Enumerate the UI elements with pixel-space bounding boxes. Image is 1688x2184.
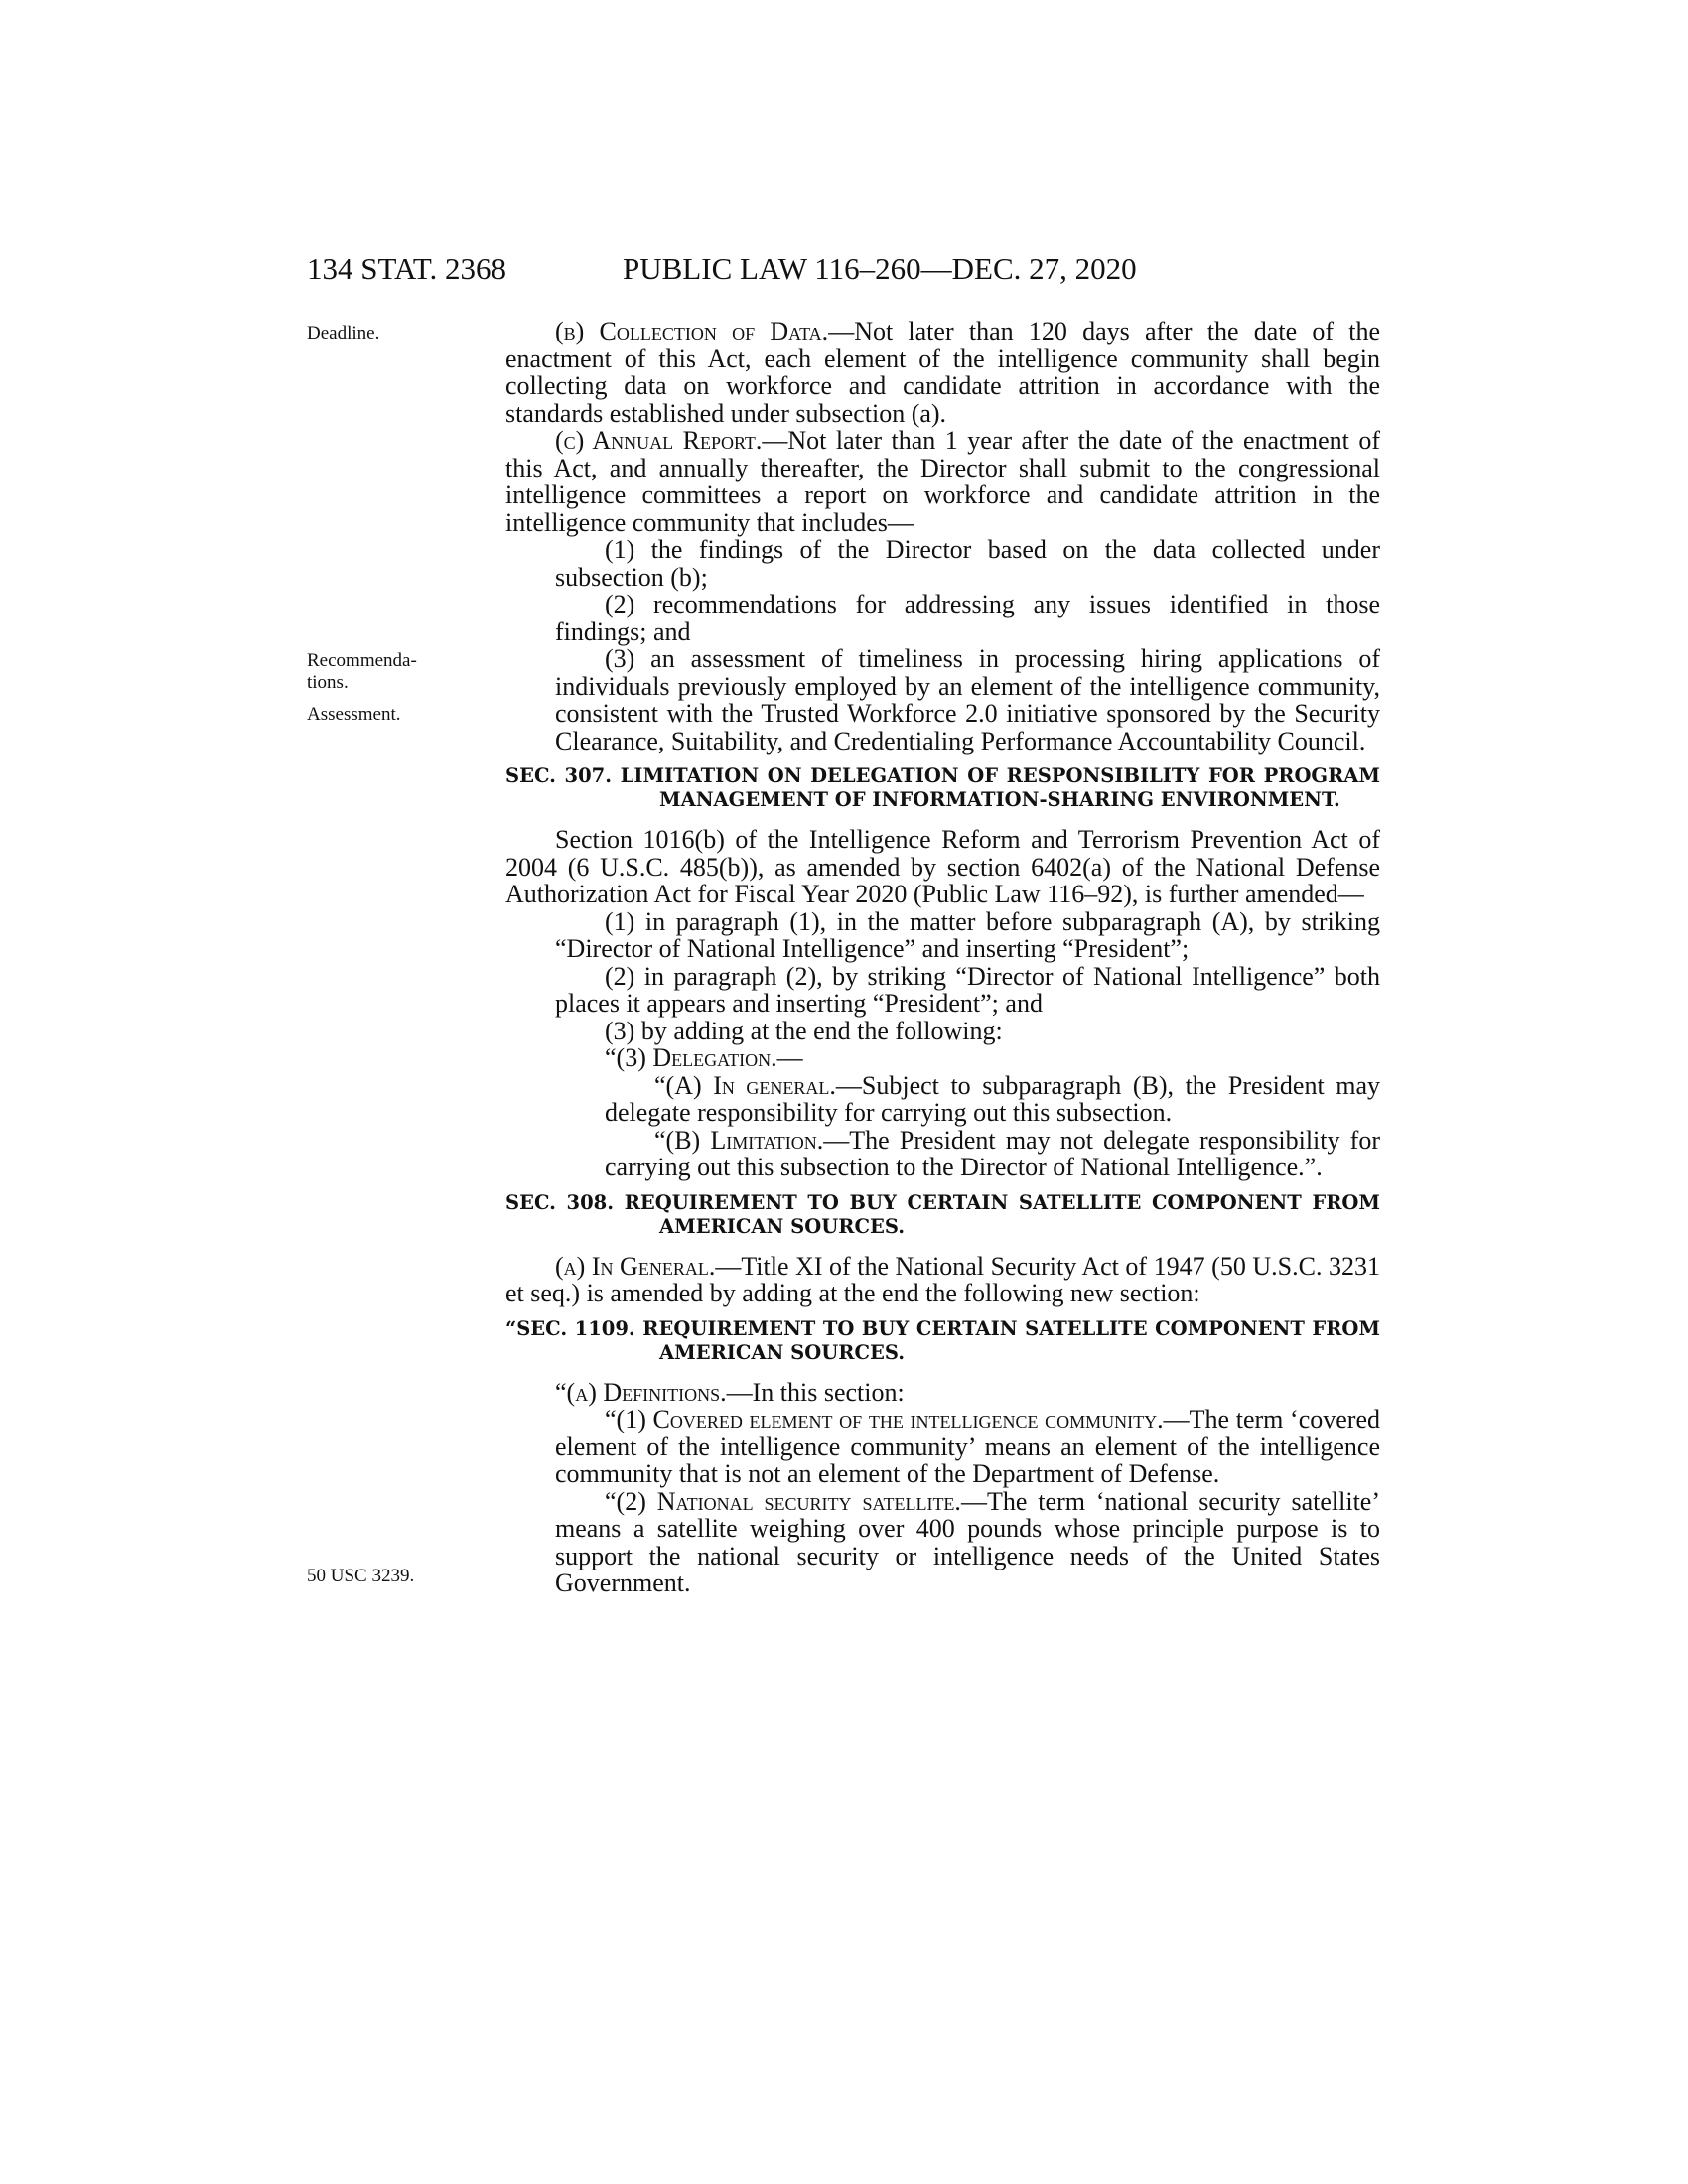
subparagraph-b	[505, 1127, 1380, 1181]
definition-satellite-heading: “(2) National security satellite.	[605, 1486, 961, 1516]
section-308-a	[505, 1253, 1380, 1307]
subsection-b-text: —Not later than 120 days after the date of the enactment of this Act, each element of the intelligence community shall begin collecting data on workforce and candidate attrition in accordance with the standards established under subsection (a).	[505, 317, 1381, 428]
subparagraph-a	[505, 1072, 1380, 1127]
subsection-c-heading: (c) Annual Report.	[555, 426, 763, 455]
subsection-c	[505, 427, 1380, 536]
subsection-b-heading: (b) Collection of Data.	[555, 317, 829, 345]
section-308-a-text: —Title XI of the National Security Act of 1947 (50 U.S.C. 3231 et seq.) is amended by adding at the end the following new section:	[505, 1251, 1380, 1307]
section-1109-title: REQUIREMENT TO BUY CERTAIN SATELLITE COMPONENT FROM AMERICAN SOURCES.	[642, 1316, 1381, 1364]
paragraph-c2: (2) recommendations for addressing any issues identified in those findings; and	[555, 590, 1380, 646]
margin-note-deadline: Deadline.	[307, 323, 380, 343]
margin-note-assessment: Assessment.	[307, 704, 401, 725]
margin-note-recommendations-cont: tions.	[307, 672, 349, 693]
section-1109-number: “SEC. 1109.	[505, 1316, 635, 1340]
section-308-title: REQUIREMENT TO BUY CERTAIN SATELLITE COMPONENT FROM AMERICAN SOURCES.	[624, 1190, 1380, 1238]
section-308-heading	[505, 1191, 1380, 1239]
subsection-c-text: —Not later than 1 year after the date of the enactment of this Act, and annually thereafter, the Director shall submit to the congressional intelligence committees a report on workforce and candidate attrition in the intelligence community that includes—	[505, 426, 1380, 537]
subparagraph-a-text: —Subject to subparagraph (B), the President may delegate responsibility for carrying out this subsection.	[605, 1070, 1380, 1127]
section-307-para-1: (1) in paragraph (1), in the matter before subparagraph (A), by striking “Director of National Intelligence” and inserting “President”;	[555, 906, 1380, 963]
subparagraph-b-heading: “(B) Limitation.	[654, 1125, 824, 1155]
section-308-number: SEC. 308.	[505, 1190, 615, 1214]
definition-covered-element-text: —The term ‘covered element of the intelligence community’ means an element of the intelligence community that is not an element of the Department of Defense.	[555, 1405, 1380, 1488]
section-1109-a-heading: “(a) Definitions.	[555, 1377, 727, 1407]
subparagraph-a-heading: “(A) In general.	[654, 1070, 836, 1100]
section-307-number: SEC. 307.	[505, 764, 613, 787]
paragraph-c1: (1) the findings of the Director based on the data collected under subsection (b);	[555, 535, 1380, 592]
section-1109-heading	[505, 1317, 1380, 1365]
definition-satellite-text: —The term ‘national security satellite’ means a satellite weighing over 400 pounds whose principle purpose is to support the national security or intelligence needs of the United States Government.	[555, 1486, 1381, 1597]
section-1109-a	[505, 1379, 1380, 1407]
document-body	[505, 318, 1380, 1597]
public-law-title: PUBLIC LAW 116–260—DEC. 27, 2020	[623, 251, 1137, 286]
definition-covered-element-heading: “(1) Covered element of the intelligence community.	[605, 1405, 1164, 1433]
section-1109-a-text: —In this section:	[726, 1377, 905, 1407]
delegation-heading: “(3) Delegation.—	[605, 1043, 803, 1072]
subsection-b	[505, 318, 1380, 427]
statute-page-number: 134 STAT. 2368	[307, 251, 507, 286]
section-307-heading	[505, 764, 1380, 812]
section-307-para-2: (2) in paragraph (2), by striking “Director of National Intelligence” both places it appears and inserting “President”; and	[555, 961, 1380, 1018]
section-307-intro: Section 1016(b) of the Intelligence Reform and Terrorism Prevention Act of 2004 (6 U.S.C. 485(b)), as amended by section 6402(a) of the National Defense Authorization Act for Fiscal Year 2020 (Public Law 116–92), is further amended—	[505, 825, 1380, 908]
subparagraph-b-text: —The President may not delegate responsibility for carrying out this subsection to the Director of National Intelligence.”.	[605, 1125, 1380, 1181]
definition-national-security-satellite	[505, 1488, 1380, 1597]
margin-note-usc: 50 USC 3239.	[307, 1566, 415, 1586]
section-307-title: LIMITATION ON DELEGATION OF RESPONSIBILITY FOR PROGRAM MANAGEMENT OF INFORMATION-SHARING ENVIRONMENT.	[620, 764, 1381, 811]
paragraph-c3: (3) an assessment of timeliness in processing hiring applications of individuals previously employed by an element of the intelligence community, consistent with the Trusted Workforce 2.0 initiative sponsored by the Security Clearance, Suitability, and Credentialing Performance Accountability Council.	[555, 644, 1380, 755]
margin-note-recommendations: Recommenda-	[307, 650, 417, 671]
section-308-a-heading: (a) In General.	[555, 1251, 716, 1281]
page-header	[307, 249, 1300, 289]
definition-covered-element	[505, 1406, 1380, 1488]
section-307-para-3: (3) by adding at the end the following:	[605, 1016, 1003, 1045]
